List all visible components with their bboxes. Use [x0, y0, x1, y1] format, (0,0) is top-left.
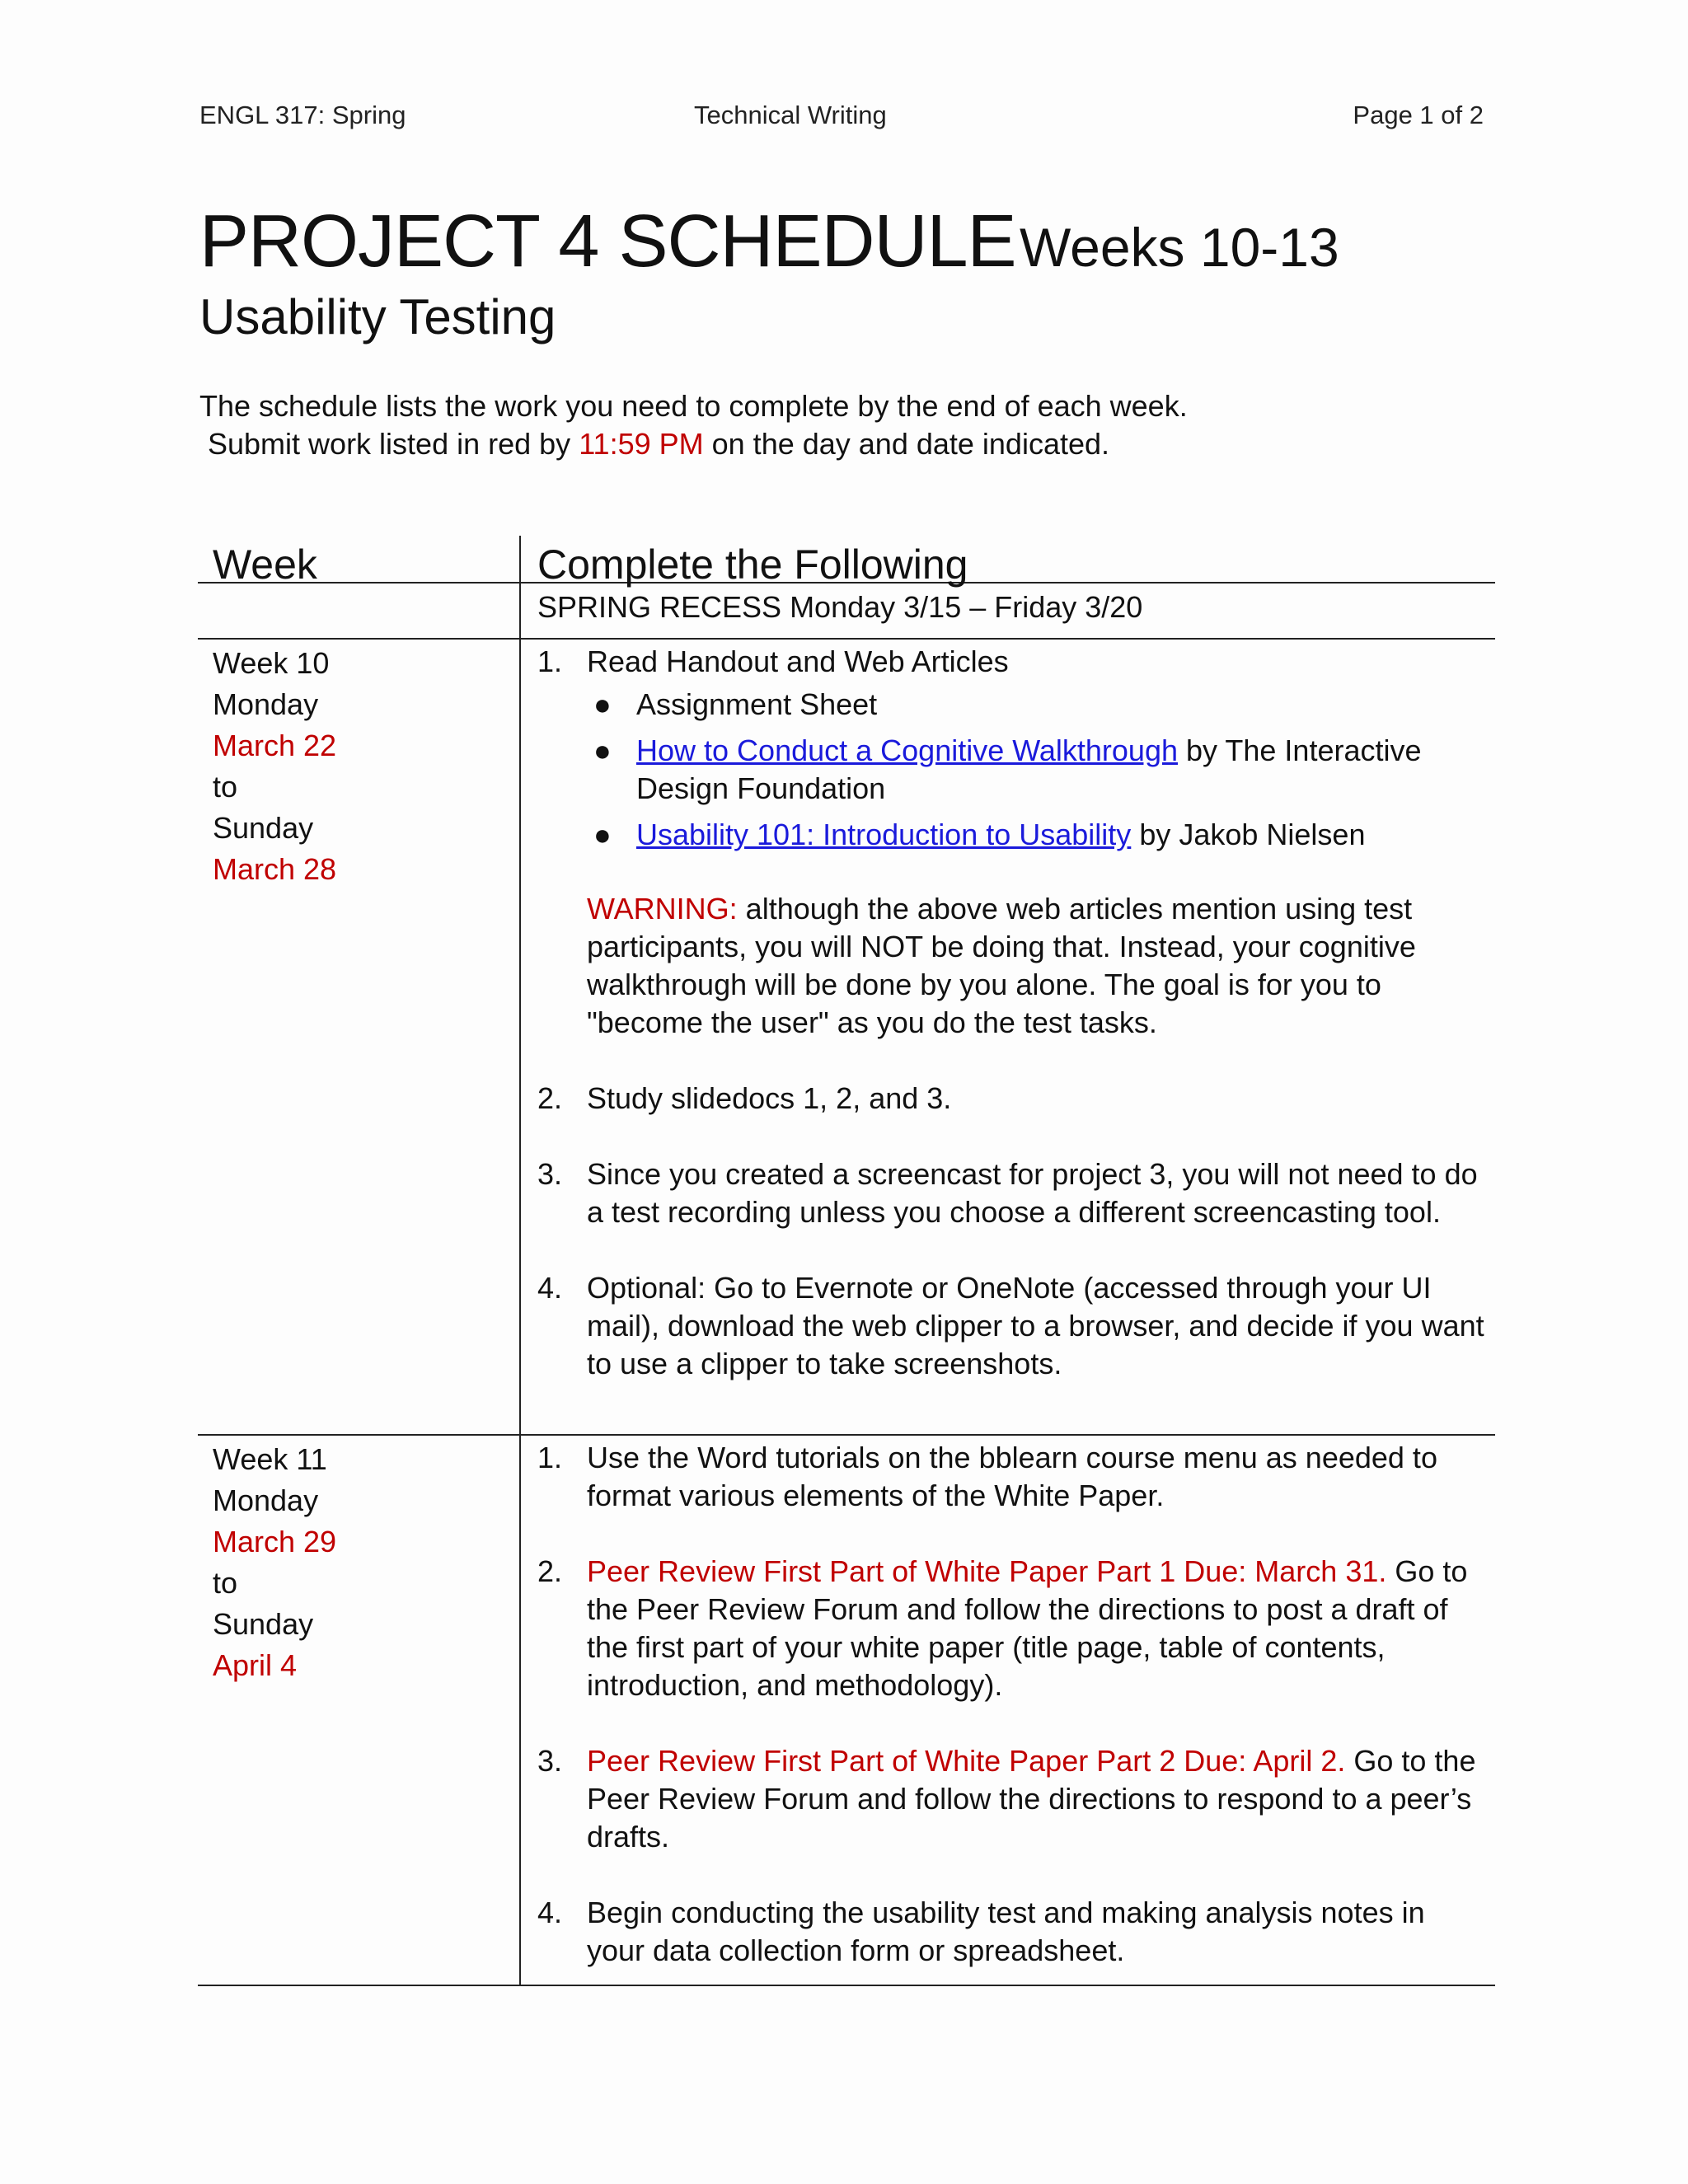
week10-rule [198, 1434, 1495, 1436]
deadline-time: 11:59 PM [579, 427, 704, 461]
intro-line-2: Submit work listed in red by 11:59 PM on the day and date indicated. [208, 427, 1110, 461]
warning-label: WARNING: [587, 892, 738, 926]
column-divider [519, 536, 521, 1986]
week11-start-date: March 29 [213, 1525, 337, 1558]
title-weeks: Weeks 10-13 [1020, 217, 1339, 278]
list-item: 3. Peer Review First Part of White Paper Part 2 Due: April 2. Go to the Peer Review Forum and follow the directions to respond to a peer’s drafts. [537, 1744, 1476, 1854]
column-header-complete: Complete the Following [537, 541, 968, 588]
week10-label: Week 10 [213, 646, 330, 680]
list-item: 3. Since you created a screencast for project 3, you will not need to do a test recording unless you choose a different screencasting tool. [537, 1157, 1478, 1229]
week10-end-date: March 28 [213, 852, 337, 886]
due-date-label: Peer Review First Part of White Paper Part 2 Due: April 2. [587, 1744, 1346, 1778]
recess-rule [198, 638, 1495, 640]
usability-101-link[interactable]: Usability 101: Introduction to Usability [636, 818, 1132, 851]
intro-text [199, 387, 1188, 463]
week10-start-date: March 22 [213, 729, 337, 762]
bullet-icon: ● [593, 733, 612, 767]
list-item: 4. Optional: Go to Evernote or OneNote (accessed through your UI mail), download the web clipper to a browser, and decide if you want to use a clipper to take screenshots. [537, 1271, 1484, 1380]
list-item: 2. Peer Review First Part of White Paper Part 1 Due: March 31. Go to the Peer Review Forum and follow the directions to post a draft of the first part of your white paper (title page, table of contents, introduction, and methodology). [537, 1554, 1468, 1702]
week11-tasks [537, 1439, 1485, 1970]
title-main: PROJECT 4 SCHEDULE [199, 200, 1016, 283]
header-subject: Technical Writing [694, 101, 887, 129]
list-item: 1. Use the Word tutorials on the bblearn course menu as needed to format various elements of the White Paper. [537, 1441, 1437, 1512]
table-bottom-rule [198, 1985, 1495, 1986]
week11-label: Week 11 [213, 1442, 327, 1476]
week11-end-date: April 4 [213, 1648, 298, 1682]
week10-tasks [537, 643, 1485, 1383]
warning-note: WARNING: although the above web articles mention using test participants, you will NOT be doing that. Instead, your cognitive walkthrough will be done by you alone. The goal is for you to "become the user" as you do the test tasks. [587, 892, 1416, 1039]
article-list [587, 686, 1485, 854]
bullet-icon: ● [593, 818, 612, 851]
intro-line-1: The schedule lists the work you need to complete by the end of each week. [199, 389, 1188, 423]
header-page-number: Page 1 of 2 [1353, 101, 1484, 129]
list-item: ● How to Conduct a Cognitive Walkthrough by The Interactive Design Foundation [593, 733, 1422, 805]
list-item: ● Usability 101: Introduction to Usability by Jakob Nielsen [587, 816, 1485, 854]
column-header-week: Week [213, 541, 317, 588]
list-item: 1. Read Handout and Web Articles ● Assignment Sheet ● How to Conduct a Cognitive Walkthrough by The Interactive Design Foundation ● Usability 101: Introduction to Usability by Jakob Nielsen WARNING: although the above web articles mention using test participants, you will NOT be doing that. Instead, your cognitive walkthrough will be done by you alone. The goal is for you to "become the user" as you do the test tasks. [537, 643, 1485, 1042]
cognitive-walkthrough-link[interactable]: How to Conduct a Cognitive Walkthrough [636, 733, 1178, 767]
list-item: 4. Begin conducting the usability test and making analysis notes in your data collection form or spreadsheet. [537, 1896, 1425, 1967]
due-date-label: Peer Review First Part of White Paper Part 1 Due: March 31. [587, 1554, 1387, 1588]
list-item: 2. Study slidedocs 1, 2, and 3. [537, 1081, 952, 1115]
page-subtitle: Usability Testing [199, 289, 556, 344]
week11-dates: Week 11 Monday March 29 to Sunday April 4 [213, 1439, 336, 1686]
list-item: ● Assignment Sheet [587, 686, 1485, 724]
spring-recess-row: SPRING RECESS Monday 3/15 – Friday 3/20 [537, 590, 1143, 624]
page-title [199, 200, 1339, 283]
header-course: ENGL 317: Spring [199, 101, 406, 129]
week10-dates: Week 10 Monday March 22 to Sunday March 28 [213, 643, 336, 890]
bullet-icon: ● [593, 687, 612, 721]
